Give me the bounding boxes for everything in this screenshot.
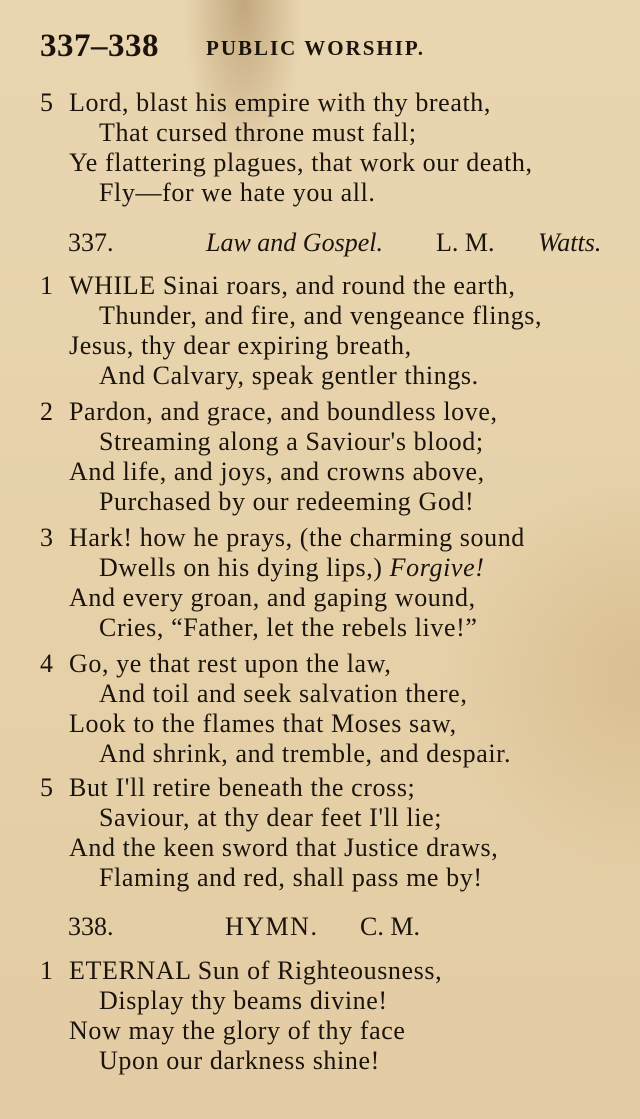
verse-line: And every groan, and gaping wound, <box>69 583 476 612</box>
hymn-heading <box>68 228 618 260</box>
verse-line: Flaming and red, shall pass me by! <box>99 863 483 892</box>
verse-line-text: Dwells on his dying lips,) <box>99 553 383 582</box>
verse-line: Ye flattering plagues, that work our death, <box>69 148 533 177</box>
verse-line: Cries, “Father, let the rebels live!” <box>99 613 478 642</box>
verse-line: Upon our darkness shine! <box>99 1046 380 1075</box>
verse-line: And shrink, and tremble, and despair. <box>99 739 512 768</box>
stanza-number: 5 <box>40 773 53 802</box>
hymn-meter: C. M. <box>360 912 420 941</box>
verse-line: And life, and joys, and crowns above, <box>69 457 485 486</box>
verse-line: WHILE Sinai roars, and round the earth, <box>69 271 516 300</box>
stanza-number: 3 <box>40 523 53 552</box>
stanza-number: 5 <box>40 88 53 117</box>
hymn-number: 337. <box>68 228 114 257</box>
hymn-heading <box>68 912 618 944</box>
stanza-number: 4 <box>40 649 53 678</box>
page-number: 337–338 <box>40 28 159 64</box>
stanza-number: 2 <box>40 397 53 426</box>
verse-line: Hark! how he prays, (the charming sound <box>69 523 525 552</box>
hymn-author: Watts. <box>538 228 602 257</box>
stanza-number: 1 <box>40 271 53 300</box>
verse-line: And Calvary, speak gentler things. <box>99 361 479 390</box>
verse-line: Lord, blast his empire with thy breath, <box>69 88 491 117</box>
verse-line: Streaming along a Saviour's blood; <box>99 427 484 456</box>
page-header <box>40 28 620 68</box>
verse-line: Go, ye that rest upon the law, <box>69 649 392 678</box>
hymn-number: 338. <box>68 912 114 941</box>
verse-line: That cursed throne must fall; <box>99 118 417 147</box>
italic-word: Forgive! <box>389 553 485 582</box>
verse-line: ETERNAL Sun of Righteousness, <box>69 956 443 985</box>
verse-line: Pardon, and grace, and boundless love, <box>69 397 498 426</box>
verse-line: Now may the glory of thy face <box>69 1016 406 1045</box>
verse-line <box>99 553 484 583</box>
verse-line: And the keen sword that Justice draws, <box>69 833 499 862</box>
verse-line: Purchased by our redeeming God! <box>99 487 475 516</box>
hymn-meter: L. M. <box>436 228 495 257</box>
stanza-number: 1 <box>40 956 53 985</box>
verse-line: Look to the flames that Moses saw, <box>69 709 457 738</box>
verse-line: Jesus, thy dear expiring breath, <box>69 331 412 360</box>
verse-line: But I'll retire beneath the cross; <box>69 773 416 802</box>
verse-line: Saviour, at thy dear feet I'll lie; <box>99 803 443 832</box>
hymn-title: HYMN. <box>225 912 319 941</box>
verse-line: Fly—for we hate you all. <box>99 178 376 207</box>
running-title: PUBLIC WORSHIP. <box>206 36 426 60</box>
verse-line: Display thy beams divine! <box>99 986 388 1015</box>
hymn-title: Law and Gospel. <box>206 228 383 257</box>
verse-line: And toil and seek salvation there, <box>99 679 468 708</box>
verse-line: Thunder, and fire, and vengeance flings, <box>99 301 543 330</box>
